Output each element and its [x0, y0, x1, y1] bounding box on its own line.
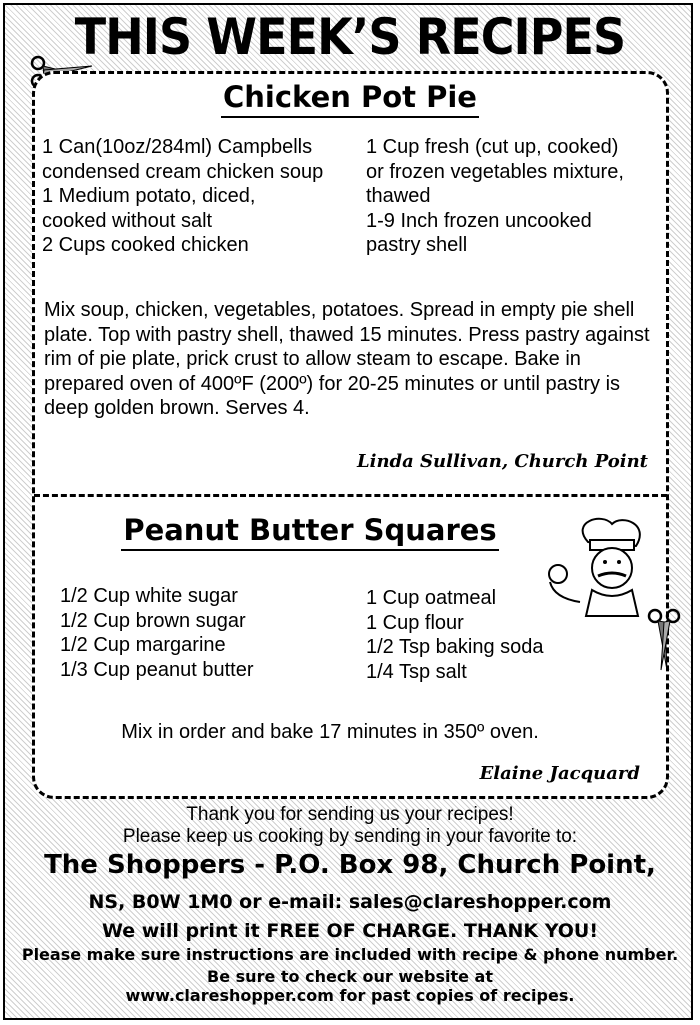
- recipe-credit: Elaine Jacquard: [479, 763, 640, 784]
- ingredient: 2 Cups cooked chicken: [42, 234, 249, 256]
- recipe-divider: [34, 494, 667, 497]
- footer-email: NS, B0W 1M0 or e-mail: sales@clareshopper.com: [88, 891, 612, 913]
- ingredients-left: [60, 584, 253, 682]
- footer-website: www.clareshopper.com for past copies of recipes.: [125, 986, 575, 1005]
- footer-instructions: Please make sure instructions are included with recipe & phone number.: [21, 945, 679, 964]
- recipe-method: Mix in order and bake 17 minutes in 350º oven.: [121, 721, 539, 743]
- footer-free-notice: We will print it FREE OF CHARGE. THANK YOU!: [101, 920, 599, 942]
- ingredient: 1 Cup flour: [366, 611, 464, 634]
- ingredient: 1/2 Cup white sugar: [60, 585, 238, 607]
- ingredients-right: [366, 135, 624, 258]
- ingredient: 1/2 Cup margarine: [60, 634, 226, 656]
- chef-illustration: [540, 512, 655, 617]
- recipe-title: Peanut Butter Squares: [0, 513, 660, 547]
- footer-address: The Shoppers - P.O. Box 98, Church Point,: [44, 850, 656, 880]
- ingredient: 1 Cup fresh (cut up, cooked): [366, 136, 619, 158]
- ingredient: or frozen vegetables mixture,: [366, 160, 624, 183]
- footer-thanks: Thank you for sending us your recipes!: [186, 804, 514, 825]
- ingredient: pastry shell: [366, 234, 468, 256]
- ingredient: 1 Can(10oz/284ml) Campbells: [42, 136, 313, 158]
- recipe-credit: Linda Sullivan, Church Point: [356, 451, 648, 472]
- ingredient: 1-9 Inch frozen uncooked: [366, 209, 592, 232]
- recipe-method: Mix soup, chicken, vegetables, potatoes. Spread in empty pie shell plate. Top with pastry shell, thawed 15 minutes. Press pastry against rim of pie plate, prick crust to allow steam to escape. Bake in prepared oven of 400ºF (200º) for 20-25 minutes or until pastry is deep golden brown. Serves 4.: [44, 299, 650, 419]
- footer-website-intro: Be sure to check our website at: [207, 967, 493, 986]
- page-title: THIS WEEK’S RECIPES: [74, 8, 626, 66]
- ingredient: cooked without salt: [42, 209, 213, 232]
- recipe-title: Chicken Pot Pie: [0, 80, 700, 114]
- ingredient: 1 Medium potato, diced,: [42, 185, 256, 207]
- ingredient: 1/3 Cup peanut butter: [60, 658, 254, 681]
- ingredient: 1 Cup oatmeal: [366, 587, 497, 609]
- ingredient: 1/2 Tsp baking soda: [366, 636, 544, 658]
- ingredients-left: [42, 135, 323, 258]
- footer-request: Please keep us cooking by sending in your favorite to:: [122, 826, 578, 847]
- ingredient: 1/4 Tsp salt: [366, 660, 467, 683]
- ingredients-right: [366, 586, 544, 684]
- ingredient: condensed cream chicken soup: [42, 160, 324, 183]
- ingredient: 1/2 Cup brown sugar: [60, 609, 246, 632]
- ingredient: thawed: [366, 185, 431, 207]
